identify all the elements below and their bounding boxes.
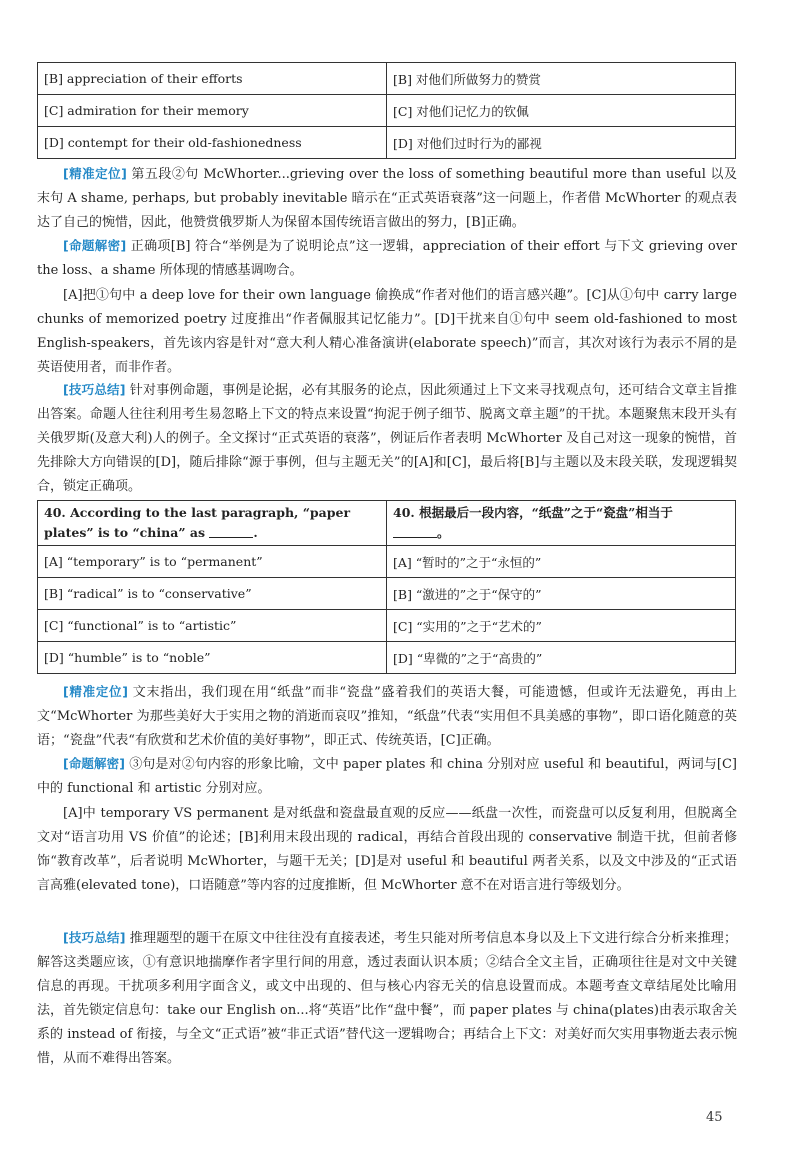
option-en: [A] “temporary” is to “permanent” bbox=[38, 546, 387, 578]
section-tag: [技巧总结] bbox=[63, 382, 126, 397]
option-en: [B] “radical” is to “conservative” bbox=[38, 578, 387, 610]
option-zh: [C] “实用的”之于“艺术的” bbox=[387, 610, 736, 642]
option-row bbox=[38, 642, 736, 674]
analysis-paragraph bbox=[37, 802, 737, 898]
paragraph-text: ③句是对②句内容的形象比喻，文中 paper plates 和 china 分别对应 useful 和 beautiful，两词与[C]中的 functional 和 artistic 分别对应。 bbox=[37, 757, 737, 796]
analysis-paragraph bbox=[37, 234, 737, 283]
option-zh: [B] 对他们所做努力的赞赏 bbox=[387, 63, 736, 95]
analysis-paragraph bbox=[37, 680, 737, 753]
paragraph-text: 正确项[B] 符合“举例是为了说明论点”这一逻辑，appreciation of their effort 与下文 grieving over the loss、a shame 所体现的情感基调吻合。 bbox=[37, 239, 737, 278]
option-zh: [B] “激进的”之于“保守的” bbox=[387, 578, 736, 610]
paragraph-text: 针对事例命题，事例是论据，必有其服务的论点，因此须通过上下文来寻找观点句，还可结合文章主旨推出答案。命题人往往利用考生易忽略上下文的特点来设置“拘泥于例子细节、脱离文章主题”的干扰。本题聚焦末段开头有关俄罗斯(及意大利)人的例子。全文探讨“正式英语的衰落”，例证后作者表明 McWhorter 及自己对这一现象的惋惜，首先排除大方向错误的[D]，随后排除“源于事例，但与主题无关”的[A]和[C]，最后将[B]与主题以及末段关联，发现逻辑契合，锁定正确项。 bbox=[37, 383, 737, 494]
option-zh: [D] “卑微的”之于“高贵的” bbox=[387, 642, 736, 674]
option-row bbox=[38, 127, 736, 159]
analysis-paragraph bbox=[37, 162, 737, 235]
paragraph-text: [A]把①句中 a deep love for their own language 偷换成“作者对他们的语言感兴趣”。[C]从①句中 carry large chunks of memorized poetry 过度推出“作者佩服其记忆能力”。[D]干扰来自①句中 seem old-fashioned to most English-speakers，首先该内容是针对“意大利人精心准备演讲(elaborate speech)”而言，其次对该行为表示不屑的是英语使用者，而非作者。 bbox=[37, 288, 737, 375]
option-row bbox=[38, 610, 736, 642]
answer-blank bbox=[209, 525, 253, 538]
option-zh: [D] 对他们过时行为的鄙视 bbox=[387, 127, 736, 159]
answer-blank bbox=[393, 525, 437, 538]
option-en: [C] admiration for their memory bbox=[38, 95, 387, 127]
option-en: [B] appreciation of their efforts bbox=[38, 63, 387, 95]
paragraph-text: 文末指出，我们现在用“纸盘”而非“瓷盘”盛着我们的英语大餐，可能遗憾，但或许无法避免，再由上文“McWhorter 为那些美好大于实用之物的消逝而哀叹”推知，“纸盘”代表“实用但不具美感的事物”，即口语化随意的英语；“瓷盘”代表“有欣赏和艺术价值的美好事物”，即正式、传统英语，[C]正确。 bbox=[37, 685, 737, 748]
section-tag: [命题解密] bbox=[63, 756, 125, 771]
section-tag: [精准定位] bbox=[63, 684, 128, 699]
option-row bbox=[38, 95, 736, 127]
paragraph-text: 推理题型的题干在原文中往往没有直接表述，考生只能对所考信息本身以及上下文进行综合分析来推理；解答这类题应该，①有意识地揣摩作者字里行间的用意，透过表面认识本质；②结合全文主旨，正确项往往是对文中关键信息的再现。干扰项多利用字面含义，或文中出现的、但与核心内容无关的信息设置而成。本题考查文章结尾处比喻用法，首先锁定信息句：take our English on...将“英语”比作“盘中餐”，而 paper plates 与 china(plates)由表示取舍关系的 instead of 衔接，与全文“正式语”被“非正式语”替代这一逻辑吻合；再结合上下文：对美好而欠实用事物逝去表示惋惜，从而不难得出答案。 bbox=[37, 931, 737, 1066]
question-en: 40. According to the last paragraph, “paper plates” is to “china” as . bbox=[38, 501, 387, 546]
option-zh: [C] 对他们记忆力的钦佩 bbox=[387, 95, 736, 127]
options-table-40 bbox=[37, 500, 736, 674]
analysis-paragraph bbox=[37, 378, 737, 499]
options-table-39 bbox=[37, 62, 736, 159]
option-row bbox=[38, 546, 736, 578]
analysis-paragraph bbox=[37, 926, 737, 1071]
section-tag: [命题解密] bbox=[63, 238, 127, 253]
question-row bbox=[38, 501, 736, 546]
section-tag: [技巧总结] bbox=[63, 930, 126, 945]
analysis-paragraph bbox=[37, 284, 737, 380]
page-number: 45 bbox=[706, 1110, 723, 1125]
option-row bbox=[38, 578, 736, 610]
option-en: [D] contempt for their old-fashionedness bbox=[38, 127, 387, 159]
option-zh: [A] “暂时的”之于“永恒的” bbox=[387, 546, 736, 578]
option-en: [C] “functional” is to “artistic” bbox=[38, 610, 387, 642]
section-tag: [精准定位] bbox=[63, 166, 127, 181]
paragraph-text: [A]中 temporary VS permanent 是对纸盘和瓷盘最直观的反应——纸盘一次性，而瓷盘可以反复利用，但脱离全文对“语言功用 VS 价值”的论述；[B]利用末段出现的 radical，再结合首段出现的 conservative 制造干扰，但前者修饰“教育改革”，后者说明 McWhorter，与题干无关；[D]是对 useful 和 beautiful 两者关系，以及文中涉及的“正式语言高雅(elevated tone)，口语随意”等内容的过度推断，但 McWhorter 意不在对语言进行等级划分。 bbox=[37, 806, 737, 893]
analysis-paragraph bbox=[37, 752, 737, 801]
paragraph-text: 第五段②句 McWhorter...grieving over the loss of something beautiful more than useful 以及末句 A shame, perhaps, but probably inevitable 暗示在“正式英语衰落”这一问题上，作者借 McWhorter 的观点表达了自己的惋惜，因此，他赞赏俄罗斯人为保留本国传统语言做出的努力，[B]正确。 bbox=[37, 167, 737, 230]
question-zh: 40. 根据最后一段内容，“纸盘”之于“瓷盘”相当于 。 bbox=[387, 501, 736, 546]
option-row bbox=[38, 63, 736, 95]
option-en: [D] “humble” is to “noble” bbox=[38, 642, 387, 674]
